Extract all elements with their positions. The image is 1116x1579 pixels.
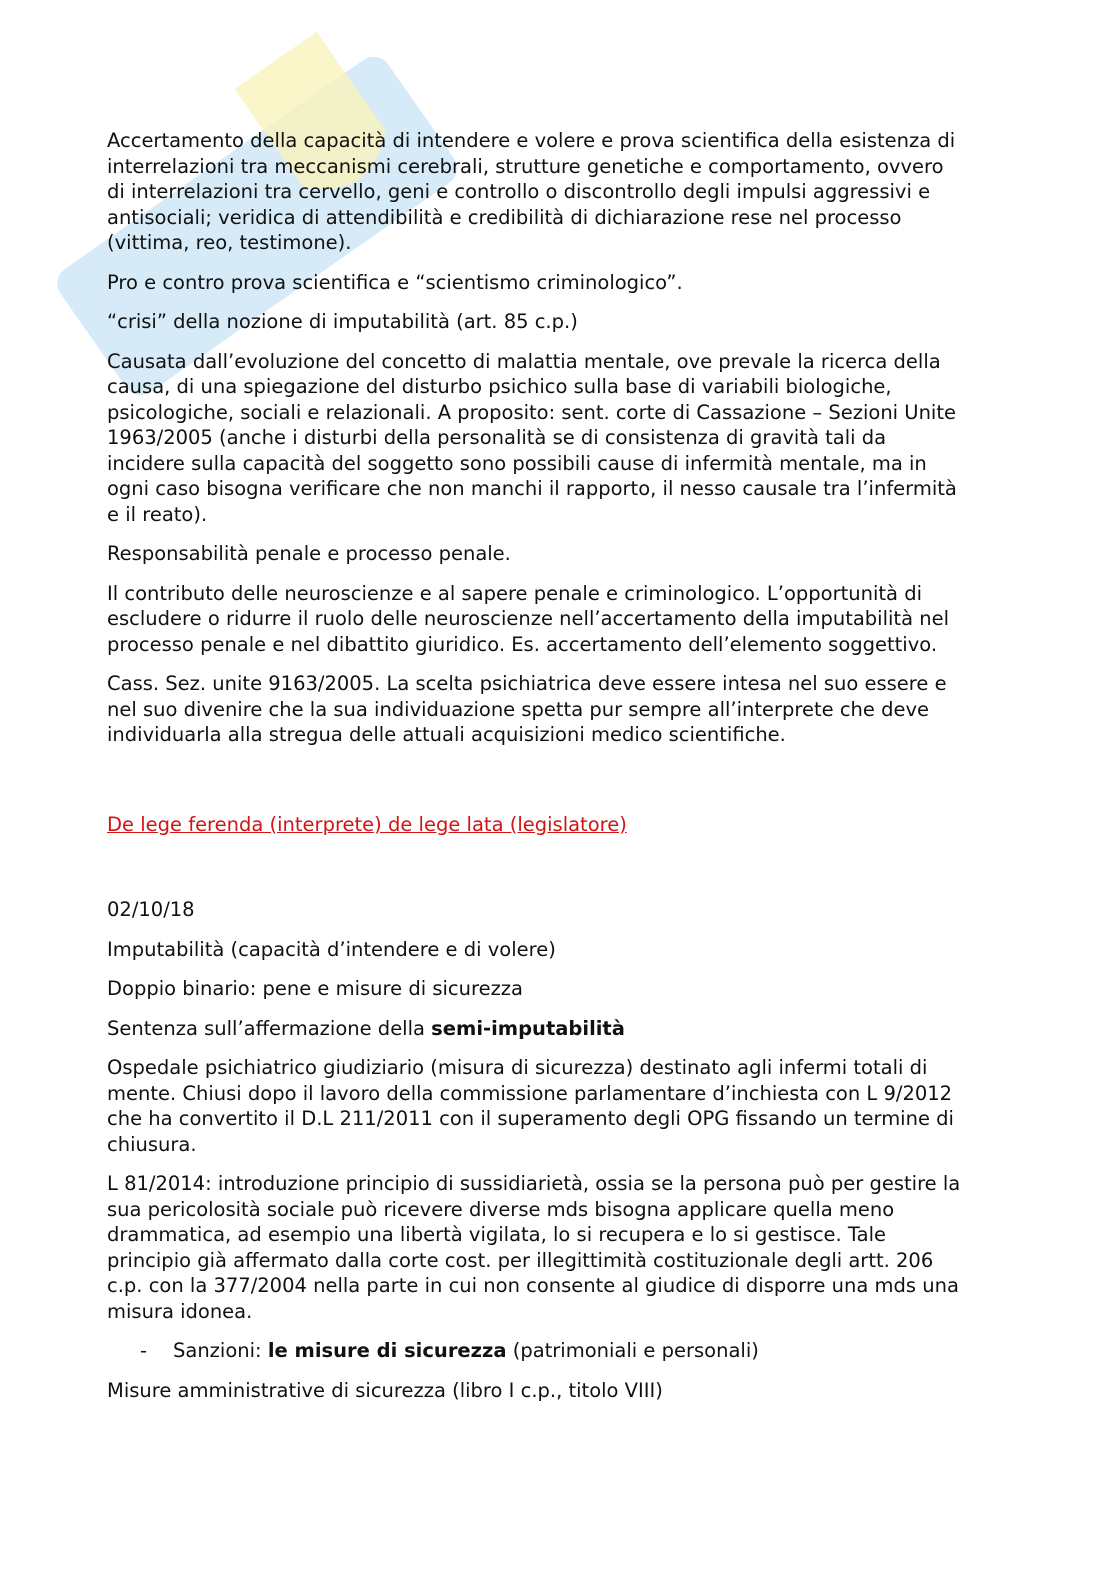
spacer (107, 762, 1017, 812)
paragraph-l81-2014: L 81/2014: introduzione principio di sussidiarietà, ossia se la persona può per gestire la sua pericolosità sociale può ricevere diverse mds bisogna applicare quella meno drammatica, ad esempio una libertà vigilata, lo si recupera e lo si gestisce. Tale principio già affermato dalla corte cost. per illegittimità costituzionale degli artt. 206 c.p. con la 377/2004 nella parte in cui non consente al giudice di disporre una mds una misura idonea. (107, 1172, 961, 1323)
red-underlined-link[interactable] (107, 812, 1017, 838)
bullet-prefix: Sanzioni: (173, 1339, 268, 1362)
bullet-sanzioni (107, 1338, 1017, 1364)
paragraph-ospedale: Ospedale psichiatrico giudiziario (misura di sicurezza) destinato agli infermi totali di mente. Chiusi dopo il lavoro della commissione parlamentare d’inchiesta con L 9/2012 che ha convertito il D.L 211/2011 con il superamento degli OPG fissando un termine di chiusura. (107, 1056, 954, 1156)
paragraph-cassazione: Cass. Sez. unite 9163/2005. La scelta psichiatrica deve essere intesa nel suo essere e nel suo divenire che la sua individuazione spetta pur sempre all’interprete che deve individuarla alla stregua delle attuali acquisizioni medico scientifiche. (107, 672, 947, 746)
document-body (107, 128, 1017, 1417)
bullet-text (173, 1338, 759, 1364)
de-lege-link-text[interactable]: De lege ferenda (interprete) de lege lata (legislatore) (107, 812, 627, 836)
paragraph-doppio-binario: Doppio binario: pene e misure di sicurezza (107, 977, 523, 1000)
paragraph-imputabilita: Imputabilità (capacità d’intendere e di volere) (107, 937, 556, 961)
paragraph-causata: Causata dall’evoluzione del concetto di malattia mentale, ove prevale la ricerca della causa, di una spiegazione del disturbo psichico sulla base di variabili biologiche, psicologiche, sociali e relazionali. A proposito: sent. corte di Cassazione – Sezioni Unite 1963/2005 (anche i disturbi della personalità se di consistenza di gravità tali da incidere sulla capacità del soggetto sono possibili cause di infermità mentale, ma in ogni caso bisogna verificare che non manchi il rapporto, il nesso causale tra l’infermità e il reato). (107, 349, 957, 526)
bullet-bold: le misure di sicurezza (267, 1339, 507, 1362)
paragraph-accertamento: Accertamento della capacità di intendere e volere e prova scientifica della esistenza di interrelazioni tra meccanismi cerebrali, strutture genetiche e comportamento, ovvero di interrelazioni tra cervello, geni e controllo o discontrollo degli impulsi aggressivi e antisociali; veridica di attendibilità e credibilità di dichiarazione rese nel processo (vittima, reo, testimone). (107, 129, 956, 254)
paragraph-misure-amministrative: Misure amministrative di sicurezza (libro I c.p., titolo VIII) (107, 1378, 663, 1402)
semi-imputabilita-bold: semi-imputabilità (431, 1016, 625, 1040)
bullet-dash: - (140, 1339, 148, 1362)
paragraph-sentenza (107, 1016, 1017, 1042)
paragraph-crisi-imputabilita: “crisi” della nozione di imputabilità (art. 85 c.p.) (107, 310, 578, 333)
paragraph-responsabilita: Responsabilità penale e processo penale. (107, 542, 511, 565)
paragraph-neuroscienze: Il contributo delle neuroscienze e al sapere penale e criminologico. L’opportunità di escludere o ridurre il ruolo delle neuroscienze nell’accertamento della imputabilità nel processo penale e nel dibattito giuridico. Es. accertamento dell’elemento soggettivo. (107, 581, 950, 656)
bullet-suffix: (patrimoniali e personali) (506, 1339, 759, 1362)
spacer (107, 851, 1017, 897)
sentenza-prefix: Sentenza sull’affermazione della (107, 1016, 432, 1040)
date-heading: 02/10/18 (107, 898, 195, 921)
paragraph-pro-contro: Pro e contro prova scientifica e “scientismo criminologico”. (107, 270, 683, 294)
